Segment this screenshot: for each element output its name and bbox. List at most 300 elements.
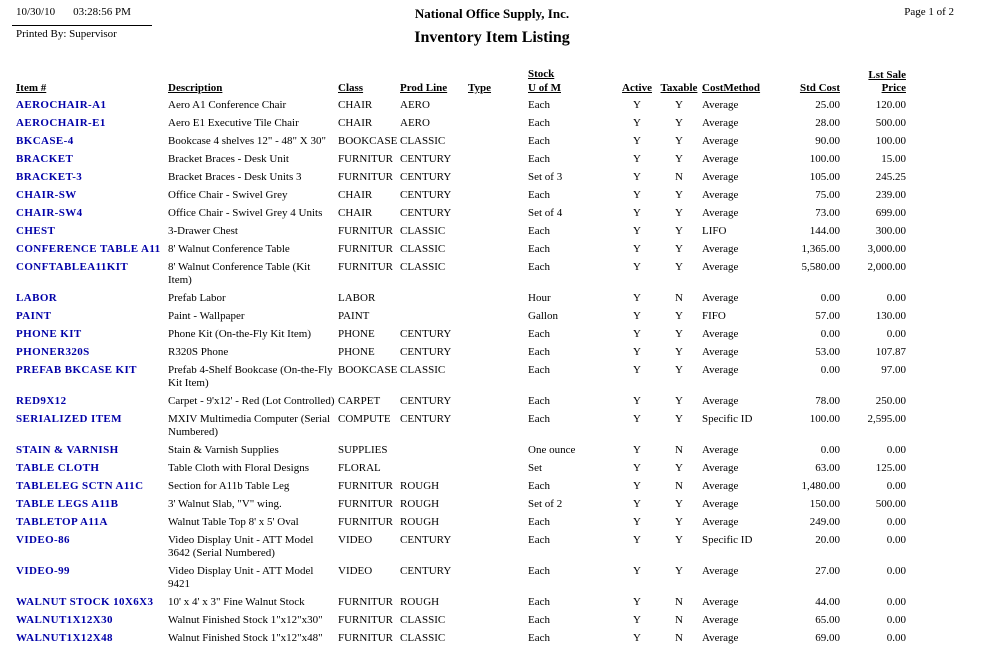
- item-std-cost: 44.00: [815, 596, 840, 608]
- item-number-cell: [16, 241, 168, 259]
- item-number-link[interactable]: PAINT: [16, 310, 52, 322]
- item-uofm: Gallon: [528, 310, 558, 322]
- item-number-link[interactable]: TABLE CLOTH: [16, 462, 100, 474]
- item-prod-line: CENTURY: [400, 413, 452, 425]
- table-row: [16, 612, 908, 630]
- item-uofm: Each: [528, 189, 550, 201]
- item-number-cell: [16, 478, 168, 496]
- item-std-cost: 78.00: [815, 395, 840, 407]
- item-class: FURNITUR: [338, 614, 394, 626]
- item-number-link[interactable]: RED9X12: [16, 395, 67, 407]
- item-prod-line: CLASSIC: [400, 243, 446, 255]
- item-number-cell: [16, 411, 168, 442]
- item-prod-line: CLASSIC: [400, 135, 446, 147]
- item-active-flag: Y: [633, 413, 641, 425]
- item-std-cost: 25.00: [815, 99, 840, 111]
- item-description: Section for A11b Table Leg: [168, 480, 290, 492]
- item-active-flag: Y: [633, 516, 641, 528]
- item-prod-line: CLASSIC: [400, 225, 446, 237]
- item-lst-sale-price: 239.00: [875, 189, 906, 201]
- item-number-link[interactable]: PHONE KIT: [16, 328, 82, 340]
- item-number-link[interactable]: LABOR: [16, 292, 58, 304]
- item-prod-line: CENTURY: [400, 395, 452, 407]
- table-row: [16, 223, 908, 241]
- item-type: [468, 241, 528, 259]
- col-header-lst-sale-price: Lst Sale Price: [868, 69, 906, 94]
- table-row: [16, 563, 908, 594]
- item-description: Aero A1 Conference Chair: [168, 99, 287, 111]
- item-taxable-flag: N: [675, 480, 683, 492]
- item-taxable-flag: N: [675, 596, 683, 608]
- item-cost-method: Specific ID: [702, 413, 753, 425]
- item-description: Phone Kit (On-the-Fly Kit Item): [168, 328, 311, 340]
- item-class: FLORAL: [338, 462, 381, 474]
- item-active-flag: Y: [633, 292, 641, 304]
- item-taxable-flag: Y: [675, 346, 683, 358]
- item-std-cost: 100.00: [809, 153, 840, 165]
- item-type: [468, 133, 528, 151]
- item-class: FURNITUR: [338, 632, 394, 644]
- item-std-cost: 73.00: [815, 207, 840, 219]
- table-row: [16, 411, 908, 442]
- item-class: FURNITUR: [338, 498, 394, 510]
- item-class: FURNITUR: [338, 480, 394, 492]
- item-type: [468, 290, 528, 308]
- item-prod-line: CLASSIC: [400, 632, 446, 644]
- item-std-cost: 0.00: [820, 292, 840, 304]
- item-taxable-flag: Y: [675, 462, 683, 474]
- item-number-link[interactable]: CONFTABLEA11KIT: [16, 261, 129, 273]
- header-divider: [12, 25, 152, 26]
- item-uofm: Each: [528, 565, 550, 577]
- item-uofm: Each: [528, 413, 550, 425]
- col-header-std-cost: Std Cost: [799, 82, 840, 94]
- item-taxable-flag: Y: [675, 498, 683, 510]
- item-description: Paint - Wallpaper: [168, 310, 245, 322]
- item-class: PHONE: [338, 346, 375, 358]
- item-active-flag: Y: [633, 117, 641, 129]
- item-number-link[interactable]: BKCASE-4: [16, 135, 74, 147]
- item-class: CHAIR: [338, 207, 373, 219]
- item-number-link[interactable]: STAIN & VARNISH: [16, 444, 119, 456]
- item-uofm: Each: [528, 596, 550, 608]
- item-lst-sale-price: 97.00: [881, 364, 906, 376]
- table-row: [16, 514, 908, 532]
- item-lst-sale-price: 0.00: [886, 292, 906, 304]
- item-taxable-flag: Y: [675, 225, 683, 237]
- item-number-link[interactable]: BRACKET: [16, 153, 74, 165]
- item-number-cell: [16, 115, 168, 133]
- item-type: [468, 594, 528, 612]
- item-description: 3' Walnut Slab, "V" wing.: [168, 498, 282, 510]
- item-std-cost: 57.00: [815, 310, 840, 322]
- item-type: [468, 393, 528, 411]
- item-type: [468, 362, 528, 393]
- table-row: [16, 169, 908, 187]
- item-type: [468, 205, 528, 223]
- item-description: Prefab 4-Shelf Bookcase (On-the-Fly Kit Item): [168, 364, 333, 389]
- item-description: Office Chair - Swivel Grey 4 Units: [168, 207, 323, 219]
- item-cost-method: Average: [702, 516, 739, 528]
- item-prod-line: CENTURY: [400, 565, 452, 577]
- item-active-flag: Y: [633, 596, 641, 608]
- item-number-link[interactable]: CONFERENCE TABLE A11: [16, 243, 161, 255]
- table-row: [16, 308, 908, 326]
- item-number-cell: [16, 223, 168, 241]
- item-number-link[interactable]: VIDEO-99: [16, 565, 70, 577]
- item-class: CHAIR: [338, 189, 373, 201]
- item-number-link[interactable]: CHAIR-SW4: [16, 207, 83, 219]
- item-class: COMPUTE: [338, 413, 391, 425]
- col-header-type: Type: [468, 82, 492, 94]
- item-class: FURNITUR: [338, 516, 394, 528]
- report-header-row1: [16, 6, 968, 23]
- item-lst-sale-price: 0.00: [886, 632, 906, 644]
- item-lst-sale-price: 0.00: [886, 516, 906, 528]
- item-std-cost: 90.00: [815, 135, 840, 147]
- item-number-cell: [16, 532, 168, 563]
- item-type: [468, 115, 528, 133]
- item-number-cell: [16, 308, 168, 326]
- item-taxable-flag: Y: [675, 99, 683, 111]
- item-type: [468, 563, 528, 594]
- inventory-table-head: [16, 66, 908, 97]
- col-header-cost-method: CostMethod: [702, 82, 761, 94]
- col-header-stock: Stock: [528, 68, 555, 80]
- item-class: LABOR: [338, 292, 376, 304]
- item-prod-line: AERO: [400, 99, 430, 111]
- item-number-link[interactable]: CHAIR-SW: [16, 189, 77, 201]
- item-class: FURNITUR: [338, 243, 394, 255]
- item-lst-sale-price: 2,595.00: [867, 413, 906, 425]
- table-row: [16, 326, 908, 344]
- item-number-cell: [16, 594, 168, 612]
- item-active-flag: Y: [633, 498, 641, 510]
- item-description: Bookcase 4 shelves 12" - 48" X 30": [168, 135, 326, 147]
- report-time: 03:28:56 PM: [73, 6, 131, 18]
- item-lst-sale-price: 0.00: [886, 444, 906, 456]
- table-row: [16, 187, 908, 205]
- item-taxable-flag: Y: [675, 534, 683, 546]
- item-taxable-flag: N: [675, 444, 683, 456]
- item-std-cost: 75.00: [815, 189, 840, 201]
- item-description: Bracket Braces - Desk Unit: [168, 153, 289, 165]
- item-number-link[interactable]: VIDEO-86: [16, 534, 70, 546]
- item-type: [468, 496, 528, 514]
- table-row: [16, 344, 908, 362]
- item-cost-method: Average: [702, 364, 739, 376]
- item-taxable-flag: Y: [675, 135, 683, 147]
- item-uofm: Each: [528, 135, 550, 147]
- item-taxable-flag: N: [675, 292, 683, 304]
- item-description: Aero E1 Executive Tile Chair: [168, 117, 299, 129]
- item-active-flag: Y: [633, 171, 641, 183]
- item-uofm: Each: [528, 153, 550, 165]
- item-type: [468, 308, 528, 326]
- item-active-flag: Y: [633, 99, 641, 111]
- item-std-cost: 28.00: [815, 117, 840, 129]
- item-uofm: Hour: [528, 292, 551, 304]
- item-cost-method: Average: [702, 99, 739, 111]
- item-taxable-flag: N: [675, 171, 683, 183]
- item-lst-sale-price: 0.00: [886, 614, 906, 626]
- item-uofm: Each: [528, 99, 550, 111]
- item-prod-line: [400, 290, 468, 308]
- item-number-link[interactable]: TABLELEG SCTN A11C: [16, 480, 144, 492]
- report-title: Inventory Item Listing: [414, 29, 570, 46]
- item-uofm: Each: [528, 225, 550, 237]
- item-number-cell: [16, 326, 168, 344]
- item-uofm: Each: [528, 614, 550, 626]
- item-taxable-flag: Y: [675, 310, 683, 322]
- table-row: [16, 478, 908, 496]
- item-cost-method: Average: [702, 596, 739, 608]
- item-number-link[interactable]: SERIALIZED ITEM: [16, 413, 122, 425]
- item-lst-sale-price: 0.00: [886, 534, 906, 546]
- item-uofm: Set of 2: [528, 498, 563, 510]
- item-class: FURNITUR: [338, 261, 394, 273]
- item-class: FURNITUR: [338, 153, 394, 165]
- item-active-flag: Y: [633, 207, 641, 219]
- item-lst-sale-price: 120.00: [875, 99, 906, 111]
- item-prod-line: CENTURY: [400, 534, 452, 546]
- item-taxable-flag: N: [675, 632, 683, 644]
- item-active-flag: Y: [633, 328, 641, 340]
- item-std-cost: 0.00: [820, 328, 840, 340]
- item-number-cell: [16, 442, 168, 460]
- table-row: [16, 594, 908, 612]
- item-type: [468, 411, 528, 442]
- item-taxable-flag: Y: [675, 395, 683, 407]
- item-class: BOOKCASE: [338, 135, 398, 147]
- item-prod-line: CLASSIC: [400, 364, 446, 376]
- item-cost-method: Average: [702, 632, 739, 644]
- item-description: Walnut Finished Stock 1"x12"x48": [168, 632, 323, 644]
- item-number-cell: [16, 630, 168, 648]
- item-number-link[interactable]: CHEST: [16, 225, 56, 237]
- item-uofm: Each: [528, 395, 550, 407]
- item-class: FURNITUR: [338, 171, 394, 183]
- table-row: [16, 133, 908, 151]
- item-description: R320S Phone: [168, 346, 229, 358]
- item-lst-sale-price: 0.00: [886, 565, 906, 577]
- item-class: FURNITUR: [338, 225, 394, 237]
- item-number-link[interactable]: AEROCHAIR-E1: [16, 117, 106, 129]
- item-prod-line: CLASSIC: [400, 614, 446, 626]
- item-uofm: Set of 3: [528, 171, 563, 183]
- item-lst-sale-price: 0.00: [886, 328, 906, 340]
- item-cost-method: Average: [702, 346, 739, 358]
- item-active-flag: Y: [633, 225, 641, 237]
- item-cost-method: Average: [702, 117, 739, 129]
- item-std-cost: 53.00: [815, 346, 840, 358]
- item-uofm: Each: [528, 516, 550, 528]
- item-type: [468, 169, 528, 187]
- item-prod-line: CENTURY: [400, 153, 452, 165]
- item-type: [468, 612, 528, 630]
- table-row: [16, 362, 908, 393]
- item-number-cell: [16, 187, 168, 205]
- item-active-flag: Y: [633, 346, 641, 358]
- item-lst-sale-price: 500.00: [875, 498, 906, 510]
- item-prod-line: ROUGH: [400, 516, 440, 528]
- item-active-flag: Y: [633, 614, 641, 626]
- item-prod-line: CENTURY: [400, 346, 452, 358]
- item-taxable-flag: Y: [675, 261, 683, 273]
- item-taxable-flag: Y: [675, 413, 683, 425]
- item-active-flag: Y: [633, 444, 641, 456]
- item-number-cell: [16, 362, 168, 393]
- item-prod-line: ROUGH: [400, 596, 440, 608]
- item-std-cost: 20.00: [815, 534, 840, 546]
- item-lst-sale-price: 15.00: [881, 153, 906, 165]
- item-number-cell: [16, 259, 168, 290]
- item-uofm: One ounce: [528, 444, 576, 456]
- item-prod-line: ROUGH: [400, 480, 440, 492]
- item-active-flag: Y: [633, 189, 641, 201]
- item-description: MXIV Multimedia Computer (Serial Numbered): [168, 413, 331, 438]
- table-row: [16, 151, 908, 169]
- item-description: Table Cloth with Floral Designs: [168, 462, 309, 474]
- item-lst-sale-price: 300.00: [875, 225, 906, 237]
- item-lst-sale-price: 250.00: [875, 395, 906, 407]
- item-std-cost: 1,480.00: [801, 480, 840, 492]
- table-row: [16, 496, 908, 514]
- item-number-cell: [16, 393, 168, 411]
- item-prod-line: [400, 460, 468, 478]
- item-number-cell: [16, 290, 168, 308]
- item-lst-sale-price: 0.00: [886, 480, 906, 492]
- item-description: 3-Drawer Chest: [168, 225, 238, 237]
- item-lst-sale-price: 125.00: [875, 462, 906, 474]
- item-std-cost: 69.00: [815, 632, 840, 644]
- item-number-cell: [16, 133, 168, 151]
- item-type: [468, 223, 528, 241]
- item-description: Prefab Labor: [168, 292, 226, 304]
- item-active-flag: Y: [633, 480, 641, 492]
- item-cost-method: Average: [702, 480, 739, 492]
- item-uofm: Each: [528, 328, 550, 340]
- item-class: CHAIR: [338, 117, 373, 129]
- item-std-cost: 144.00: [809, 225, 840, 237]
- item-type: [468, 442, 528, 460]
- item-taxable-flag: Y: [675, 516, 683, 528]
- table-row: [16, 97, 908, 115]
- item-lst-sale-price: 2,000.00: [867, 261, 906, 273]
- item-std-cost: 1,365.00: [801, 243, 840, 255]
- item-prod-line: CENTURY: [400, 171, 452, 183]
- item-number-cell: [16, 612, 168, 630]
- item-lst-sale-price: 0.00: [886, 596, 906, 608]
- item-number-link[interactable]: TABLETOP A11A: [16, 516, 108, 528]
- item-uofm: Each: [528, 364, 550, 376]
- item-std-cost: 27.00: [815, 565, 840, 577]
- item-number-link[interactable]: PHONER320S: [16, 346, 90, 358]
- item-type: [468, 151, 528, 169]
- col-header-stock-uofm: [528, 66, 618, 97]
- item-cost-method: Average: [702, 292, 739, 304]
- item-type: [468, 326, 528, 344]
- item-std-cost: 5,580.00: [801, 261, 840, 273]
- item-taxable-flag: N: [675, 614, 683, 626]
- item-class: FURNITUR: [338, 596, 394, 608]
- item-cost-method: Average: [702, 207, 739, 219]
- item-active-flag: Y: [633, 310, 641, 322]
- item-cost-method: Average: [702, 498, 739, 510]
- item-type: [468, 259, 528, 290]
- item-number-link[interactable]: BRACKET-3: [16, 171, 83, 183]
- item-active-flag: Y: [633, 153, 641, 165]
- item-active-flag: Y: [633, 395, 641, 407]
- item-type: [468, 97, 528, 115]
- item-number-link[interactable]: WALNUT1X12X30: [16, 614, 113, 626]
- item-cost-method: LIFO: [702, 225, 727, 237]
- item-number-cell: [16, 496, 168, 514]
- col-header-description: Description: [168, 82, 223, 94]
- item-cost-method: Average: [702, 614, 739, 626]
- item-active-flag: Y: [633, 364, 641, 376]
- item-number-link[interactable]: AEROCHAIR-A1: [16, 99, 107, 111]
- item-cost-method: Average: [702, 171, 739, 183]
- item-number-link[interactable]: WALNUT1X12X48: [16, 632, 113, 644]
- col-header-class: Class: [338, 82, 364, 94]
- printed-by: Printed By: Supervisor: [16, 28, 117, 40]
- item-prod-line: CENTURY: [400, 328, 452, 340]
- item-active-flag: Y: [633, 135, 641, 147]
- item-taxable-flag: Y: [675, 328, 683, 340]
- item-cost-method: Average: [702, 243, 739, 255]
- item-cost-method: Average: [702, 261, 739, 273]
- item-uofm: Each: [528, 117, 550, 129]
- item-type: [468, 630, 528, 648]
- item-number-cell: [16, 563, 168, 594]
- item-class: BOOKCASE: [338, 364, 398, 376]
- item-std-cost: 150.00: [809, 498, 840, 510]
- item-cost-method: FIFO: [702, 310, 726, 322]
- item-description: 8' Walnut Conference Table: [168, 243, 290, 255]
- item-taxable-flag: Y: [675, 565, 683, 577]
- item-taxable-flag: Y: [675, 207, 683, 219]
- item-std-cost: 0.00: [820, 364, 840, 376]
- item-description: Bracket Braces - Desk Units 3: [168, 171, 302, 183]
- item-description: 10' x 4' x 3" Fine Walnut Stock: [168, 596, 305, 608]
- item-prod-line: [400, 442, 468, 460]
- report-header-row2: [16, 28, 968, 54]
- table-row: [16, 630, 908, 648]
- item-lst-sale-price: 500.00: [875, 117, 906, 129]
- item-description: Walnut Table Top 8' x 5' Oval: [168, 516, 299, 528]
- item-number-cell: [16, 460, 168, 478]
- col-header-prod-line: Prod Line: [400, 82, 448, 94]
- item-number-link[interactable]: WALNUT STOCK 10X6X3: [16, 596, 154, 608]
- table-row: [16, 532, 908, 563]
- item-active-flag: Y: [633, 261, 641, 273]
- item-uofm: Set of 4: [528, 207, 563, 219]
- item-prod-line: AERO: [400, 117, 430, 129]
- item-prod-line: ROUGH: [400, 498, 440, 510]
- item-description: Video Display Unit - ATT Model 9421: [168, 565, 314, 590]
- item-number-cell: [16, 151, 168, 169]
- item-number-link[interactable]: TABLE LEGS A11B: [16, 498, 119, 510]
- item-active-flag: Y: [633, 462, 641, 474]
- item-uofm: Each: [528, 480, 550, 492]
- item-cost-method: Average: [702, 153, 739, 165]
- item-number-link[interactable]: PREFAB BKCASE KIT: [16, 364, 137, 376]
- table-row: [16, 259, 908, 290]
- table-row: [16, 460, 908, 478]
- item-class: CHAIR: [338, 99, 373, 111]
- item-cost-method: Average: [702, 189, 739, 201]
